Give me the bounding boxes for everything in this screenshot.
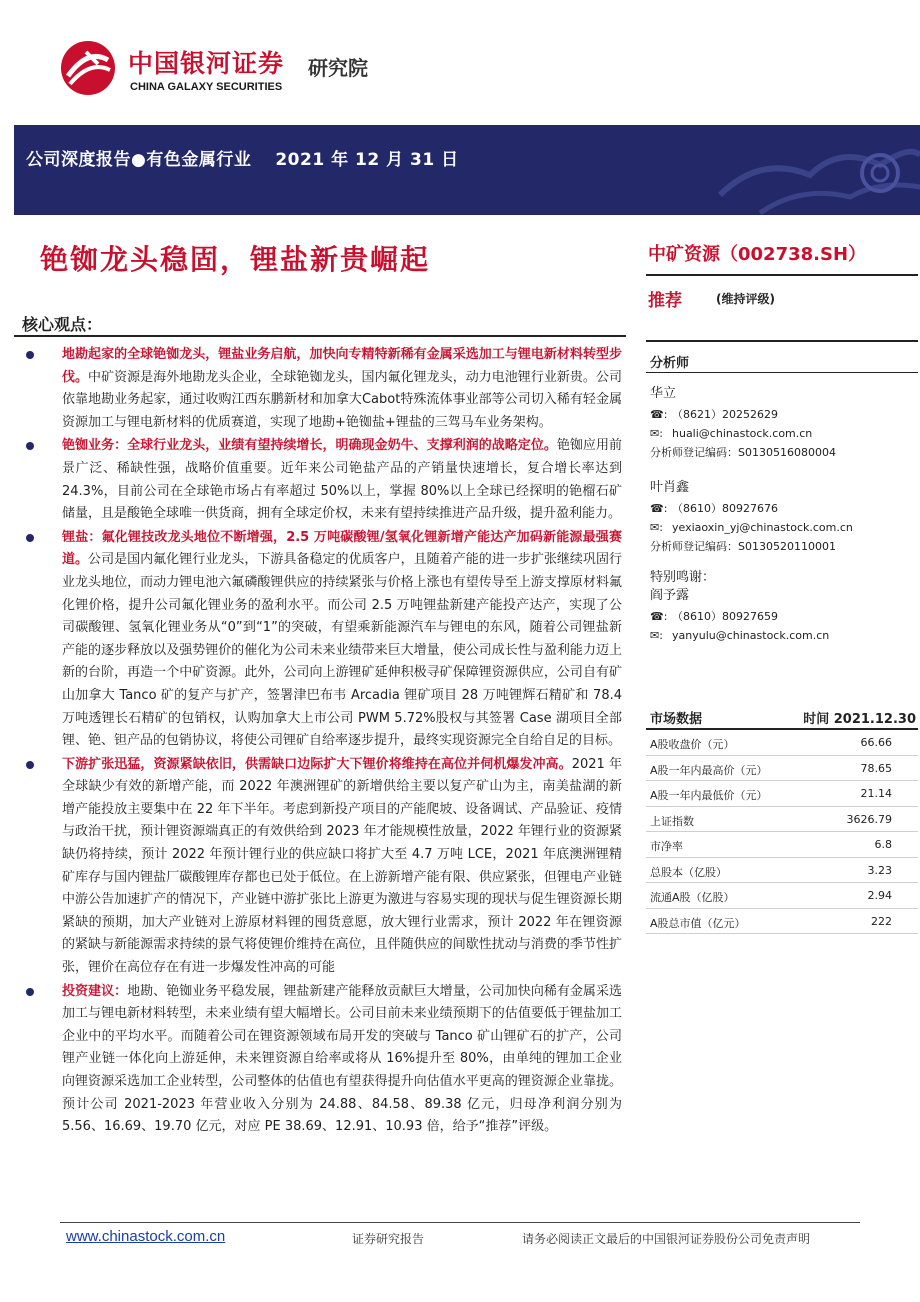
rating-note: (维持评级) [716, 292, 775, 306]
report-type: 公司深度报告●有色金属行业 [26, 150, 252, 170]
bullet-lead: 下游扩张迅猛，资源紧缺依旧，供需缺口边际扩大下锂价将维持在高位并伺机爆发冲高。 [62, 756, 572, 772]
analyst-phone: ☎: （8610）80927676 [650, 499, 920, 518]
footer-disclaimer: 请务必阅读正文最后的中国银河证券股份公司免责声明 [522, 1232, 811, 1246]
thanks-card [650, 584, 920, 645]
analyst-phone: ☎: （8621）20252629 [650, 405, 920, 424]
analyst-card [650, 476, 920, 556]
bullet-lead: 地勘起家的全球铯铷龙头，锂盐业务启航，加快向专精特新稀有金属采选加工与锂电新材料转型步伐。 [62, 347, 622, 385]
thanks-phone: ☎: （8610）80927659 [650, 607, 920, 626]
analyst-section-title: 分析师 [650, 356, 690, 371]
cloud-pattern-icon [560, 125, 920, 215]
logo-chinese-name: 中国银河证券 [128, 49, 285, 78]
bullet-body: 地勘、铯铷业务平稳发展，锂盐新建产能释放贡献巨大增量，公司加快向稀有金属采选加工与锂电新材料转型，未来业绩有望大幅增长。公司目前未来业绩预期下的估值要低于锂盐加工企业中的平均水平。而随着公司在锂资源领域布局开发的突破与 Tanco 矿山锂矿石的扩产，公司锂产业链一体化向上游延伸，未来锂资源自给率或将从 16%提升至 80%，由单纯的锂加工企业向锂资源采选加工企业转型，公司整体的估值也有望获得提升向估值水平更高的锂资源企业靠拢。预计公司 2021-2023 年营业收入分别为 24.88、84.58、89.38 亿元，归母净利润分别为 5.56、16.69、19.70 亿元，对应 PE 38.69、12.91、10.93 倍，给予“推荐”评级。 [62, 983, 622, 1135]
institute-name: 研究院 [308, 56, 368, 80]
market-data-title: 市场数据 [650, 712, 703, 727]
table-row: 流通A股（亿股） 2.94 [646, 883, 918, 909]
table-row: A股一年内最高价（元） 78.65 [646, 756, 918, 782]
bullet-lead: 投资建议： [62, 983, 128, 999]
list-item [26, 527, 622, 753]
thanks-email[interactable]: ✉: yanyulu@chinastock.com.cn [650, 626, 920, 645]
phone-icon: ☎: [650, 502, 668, 515]
bullet-icon [26, 534, 34, 542]
table-row: 市净率 6.8 [646, 832, 918, 858]
bullet-body: 铯铷应用前景广泛、稀缺性强，战略价值重要。近年来公司铯盐产品的产销量快速增长，复合增长率达到 24.3%，目前公司在全球铯市场占有率超过 50%以上，掌握 80%以上全球已经探明的铯榴石矿储量，且是酸铯全球唯一供货商，拥有全球定价权，未来有望持续推进产品升级，提升盈利能力。 [62, 438, 622, 522]
company-logo [58, 28, 418, 108]
email-icon: ✉: [650, 427, 663, 440]
thanks-name: 阎予露 [650, 588, 690, 603]
thanks-title: 特别鸣谢： [650, 570, 716, 585]
bullet-lead: 铯铷业务：全球行业龙头，业绩有望持续增长，明确现金奶牛、支撑利润的战略定位。 [62, 438, 557, 454]
analyst-email[interactable]: ✉: yexiaoxin_yj@chinastock.com.cn [650, 518, 920, 537]
bullet-body: 公司是国内氟化锂行业龙头，下游具备稳定的优质客户，且随着产能的进一步扩张继续巩固行业龙头地位，而动力锂电池六氟磷酸锂供应的持续紧张与价格上涨也有望传导至上游支撑原材料氟化锂价格，提升公司氟化锂业务的盈利水平。而公司 2.5 万吨锂盐新建产能投产达产，实现了公司碳酸锂、氢氧化锂业务从“0”到“1”的突破，有望乘新能源汽车与锂电的东风，随着公司锂盐新产能的逐步释放以及强势锂价的催化为公司未来业绩带来巨大增量，使公司成长性与盈利能力迈上新的台阶，再造一个中矿资源。此外，公司向上游锂矿延伸积极寻矿保障锂资源供应，公司自有矿山加拿大 Tanco 矿的复产与扩产，签署津巴布韦 Arcadia 锂矿项目 28 万吨锂辉石精矿和 78.4 万吨透锂长石精矿的包销权，认购加拿大上市公司 PWM 5.72%股权与其签署 Case 湖项目全部锂、铯、钽产品的包销协议，将使公司锂矿自给率逐步提升，最终实现资源完全自给自足的目标。 [62, 552, 622, 749]
list-item [26, 754, 622, 980]
report-date: 2021 年 12 月 31 日 [275, 150, 459, 170]
divider [14, 335, 626, 337]
core-view-list [26, 344, 622, 1140]
divider [646, 340, 918, 342]
footer-divider [60, 1222, 860, 1223]
analyst-name: 华立 [650, 386, 677, 401]
analyst-registration: 分析师登记编码：S0130516080004 [650, 446, 836, 459]
phone-icon: ☎: [650, 408, 668, 421]
analyst-registration: 分析师登记编码：S0130520110001 [650, 540, 836, 553]
report-banner [14, 125, 920, 215]
bullet-lead: 锂盐：氟化锂技改龙头地位不断增强，2.5 万吨碳酸锂/氢氧化锂新增产能达产加码新能源最强赛道。 [62, 529, 622, 568]
email-icon: ✉: [650, 629, 663, 642]
core-view-title: 核心观点： [22, 315, 103, 334]
market-data-header [646, 706, 918, 726]
table-row: 上证指数 3626.79 [646, 807, 918, 833]
table-row: 总股本（亿股） 3.23 [646, 858, 918, 884]
phone-icon: ☎: [650, 610, 668, 623]
table-row: A股总市值（亿元） 222 [646, 909, 918, 935]
footer-website-link[interactable]: www.chinastock.com.cn [66, 1228, 226, 1245]
bullet-icon [26, 761, 34, 769]
bullet-icon [26, 351, 34, 359]
market-data-table [646, 728, 918, 934]
rating-label: 推荐 [648, 291, 682, 311]
table-row: A股一年内最低价（元） 21.14 [646, 781, 918, 807]
banner-text [26, 145, 459, 170]
analyst-card [650, 382, 920, 462]
divider [646, 372, 918, 373]
list-item [26, 344, 622, 434]
divider [646, 274, 918, 276]
bullet-body: 中矿资源是海外地勘龙头企业，全球铯铷龙头，国内氟化锂龙头，动力电池锂行业新贵。公司依靠地勘业务起家，通过收购江西东鹏新材和加拿大Cabot特殊流体事业部等公司切入稀有轻金属资源加工与锂电新材料的优质赛道，实现了地勘+铯铷盐+锂盐的三驾马车业务架构。 [62, 369, 622, 430]
logo-english-name: CHINA GALAXY SECURITIES [130, 81, 283, 93]
galaxy-logo-icon [58, 38, 118, 98]
footer-report-label: 证券研究报告 [352, 1232, 425, 1246]
table-row: A股收盘价（元） 66.66 [646, 730, 918, 756]
list-item [26, 981, 622, 1139]
report-headline: 铯铷龙头稳固，锂盐新贵崛起 [40, 243, 431, 276]
bullet-body: 2021 年全球缺少有效的新增产能，而 2022 年澳洲锂矿的新增供给主要以复产矿山为主，南美盐湖的新增产能投放主要集中在 22 年下半年。考虑到新投产项目的产能爬坡、设备调试、产品验证、疫情与政治干扰，预计锂资源端真正的有效供给到 2023 年才能规模性放量，2022 年锂行业的资源紧缺仍将持续，预计 2022 年预计锂行业的供应缺口将扩大至 4.7 万吨 LCE，2021 年底澳洲锂精矿库存与国内锂盐厂碳酸锂库存都也已处于低位。在上游新增产能有限、供应紧张，但锂电产业链中游公告加速扩产的情况下，产业链中游扩张比上游更为激进与容易实现的现状与促生锂资源长期紧缺的预期，加大产业链对上游原材料锂的囤货意愿，放大锂行业需求，预计 2022 年在锂资源的紧缺与新能源需求持续的景气将使锂价维持在高位，且伴随供应的间歇性扰动与消费的季节性扩张，锂价在高位存在有进一步爆发性冲高的可能 [62, 756, 622, 976]
analyst-name: 叶肖鑫 [650, 480, 690, 495]
bullet-icon [26, 988, 34, 996]
analyst-email[interactable]: ✉: huali@chinastock.com.cn [650, 424, 920, 443]
list-item [26, 435, 622, 525]
market-data-date: 时间 2021.12.30 [803, 712, 916, 727]
bullet-icon [26, 442, 34, 450]
email-icon: ✉: [650, 521, 663, 534]
company-ticker: 中矿资源（002738.SH） [648, 244, 867, 265]
